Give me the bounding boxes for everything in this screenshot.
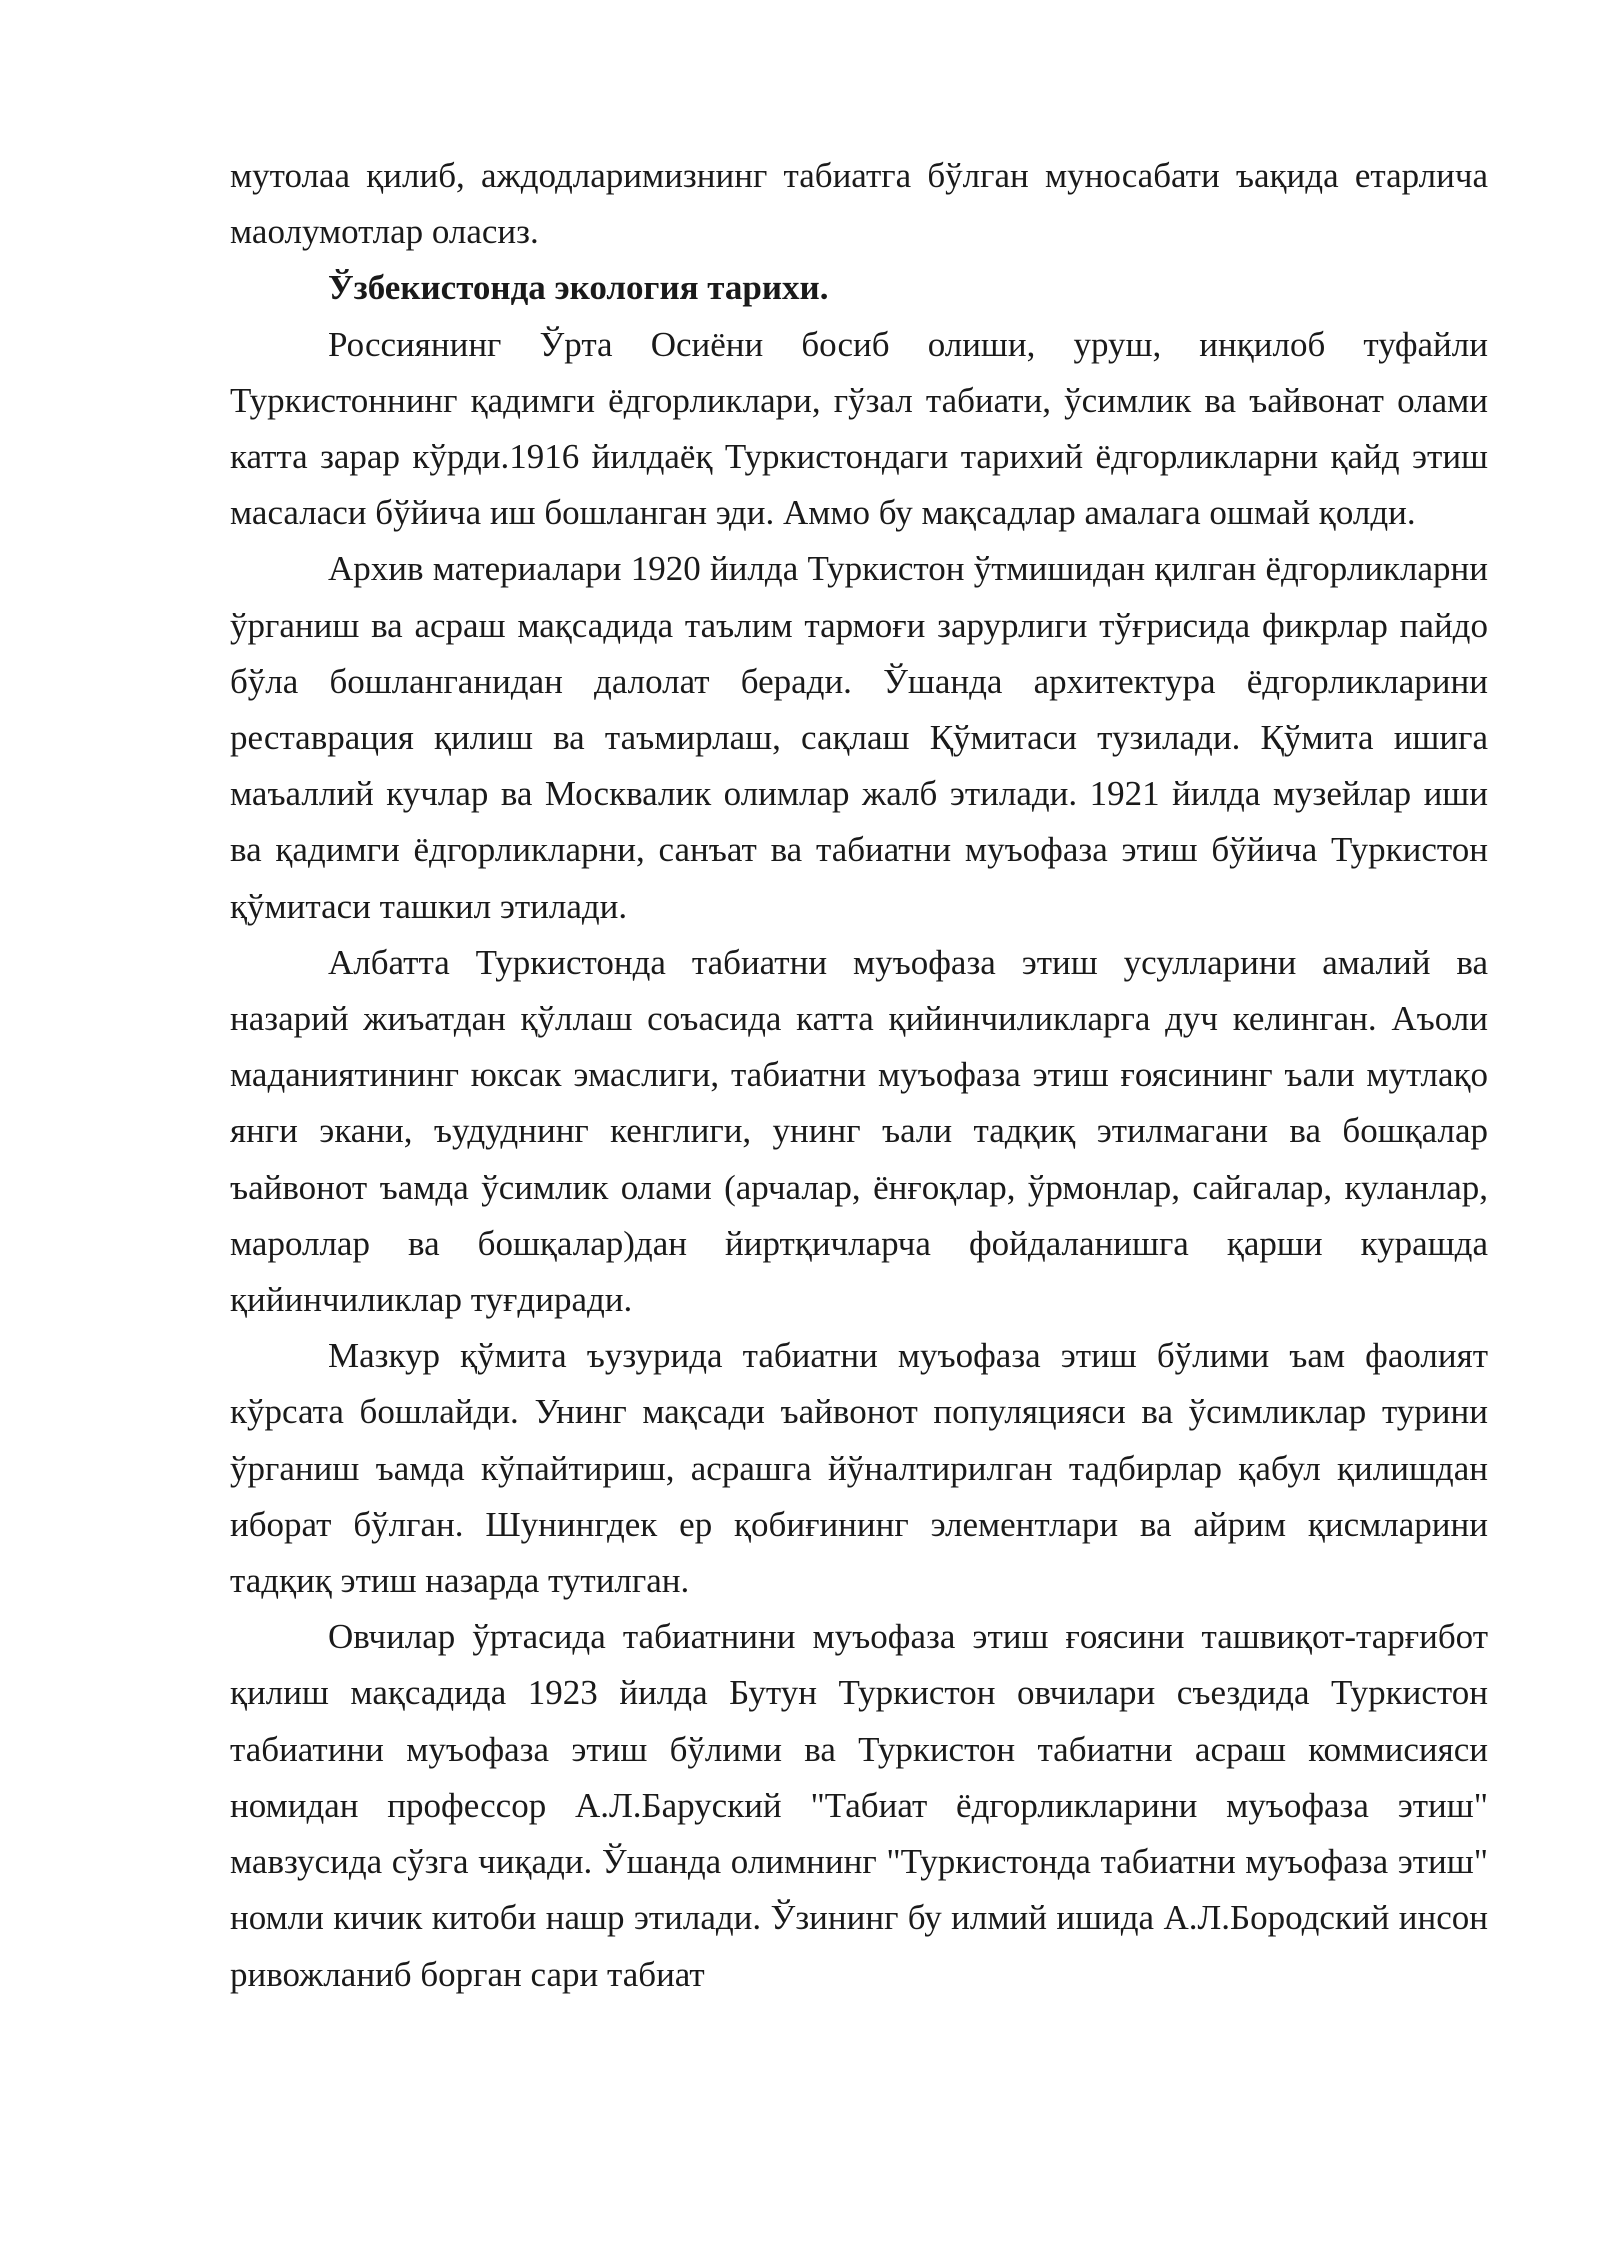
paragraph-continuation: мутолаа қилиб, аждодларимизнинг табиатга бўлган муносабати ъақида етарлича маолумотлар оласиз. (230, 156, 1488, 252)
paragraph: Овчилар ўртасида табиатнини муъофаза этиш ғоясини ташвиқот-тарғибот қилиш мақсадида 1923 йилда Бутун Туркистон овчилари съездида Туркистон табиатини муъофаза этиш бўлими ва Туркистон табиатни асраш коммисияси номидан профессор А.Л.Баруский "Табиат ёдгорликларини муъофаза этиш" мавзусида сўзга чиқади. Ўшанда олимнинг "Туркистонда табиатни муъофаза этиш" номли кичик китоби нашр этилади. Ўзининг бу илмий ишида А.Л.Бородский инсон ривожланиб борган сари табиат (230, 1617, 1488, 1994)
paragraph: Россиянинг Ўрта Осиёни босиб олиши, уруш, инқилоб туфайли Туркистоннинг қадимги ёдгорликлари, гўзал табиати, ўсимлик ва ъайвонат олами катта зарар кўрди.1916 йилдаёқ Туркистондаги тарихий ёдгорликларни қайд этиш масаласи бўйича иш бошланган эди. Аммо бу мақсадлар амалага ошмай қолди. (230, 324, 1488, 533)
paragraph: Архив материалари 1920 йилда Туркистон ўтмишидан қилган ёдгорликларни ўрганиш ва асраш мақсадида таълим тармоғи зарурлиги тўғрисида фикрлар пайдо бўла бошланганидан далолат беради. Ўшанда архитектура ёдгорликларини реставрация қилиш ва таъмирлаш, сақлаш Қўмитаси тузилади. Қўмита ишига маъаллий кучлар ва Москвалик олимлар жалб этилади. 1921 йилда музейлар иши ва қадимги ёдгорликларни, санъат ва табиатни муъофаза этиш бўйича Туркистон қўмитаси ташкил этилади. (230, 549, 1488, 926)
paragraph: Албатта Туркистонда табиатни муъофаза этиш усулларини амалий ва назарий жиъатдан қўллаш соъасида катта қийинчиликларга дуч келинган. Аъоли маданиятининг юксак эмаслиги, табиатни муъофаза этиш ғоясининг ъали мутлақо янги экани, ъудуднинг кенглиги, унинг ъали тадқиқ этилмагани ва бошқалар ъайвонот ъамда ўсимлик олами (арчалар, ёнғоқлар, ўрмонлар, сайгалар, куланлар, мароллар ва бошқалар)дан йиртқичларча фойдаланишга қарши курашда қийинчиликлар туғдиради. (230, 942, 1488, 1320)
paragraph: Мазкур қўмита ъузурида табиатни муъофаза этиш бўлими ъам фаолият кўрсата бошлайди. Унинг мақсади ъайвонот популяцияси ва ўсимликлар турини ўрганиш ъамда кўпайтириш, асрашга йўналтирилган тадбирлар қабул қилишдан иборат бўлган. Шунингдек ер қобиғининг элементлари ва айрим қисмларини тадқиқ этиш назарда тутилган. (230, 1336, 1488, 1601)
document-body (230, 148, 1488, 2003)
section-heading: Ўзбекистонда экология тарихи. (328, 268, 829, 308)
